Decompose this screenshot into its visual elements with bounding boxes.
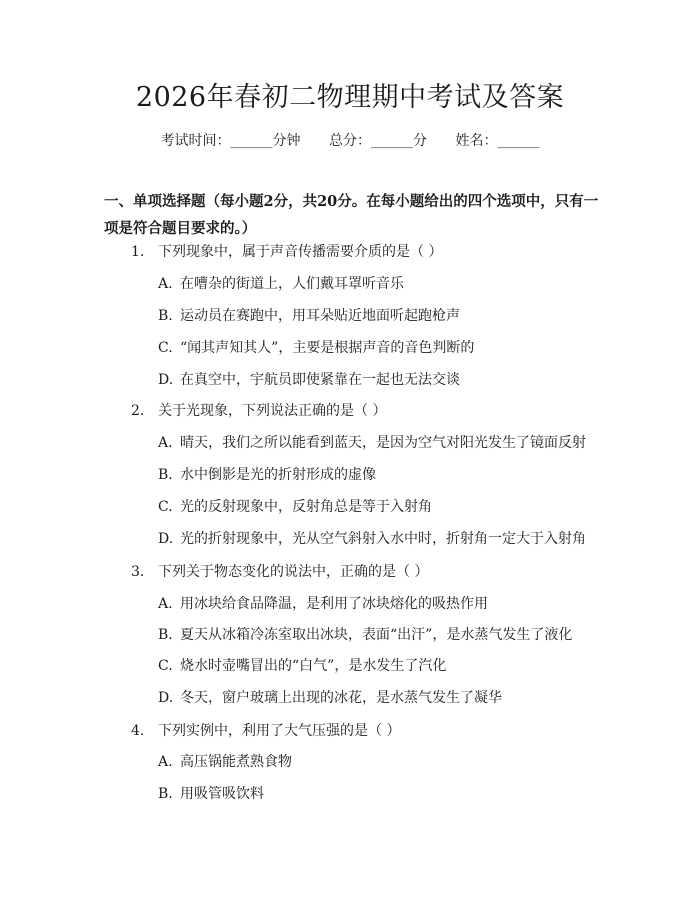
- option-text: 光的反射现象中，反射角总是等于入射角: [180, 499, 432, 515]
- option-text: 冬天，窗户玻璃上出现的冰花，是水蒸气发生了凝华: [180, 690, 502, 706]
- option-letter: A.: [158, 435, 173, 451]
- option-letter: A.: [158, 596, 173, 612]
- q3-option-a: [158, 594, 488, 614]
- option-letter: A.: [158, 276, 173, 292]
- q1-option-a: [158, 274, 404, 294]
- option-text: 运动员在赛跑中，用耳朵贴近地面听起跑枪声: [180, 308, 460, 324]
- q3-option-b: [158, 625, 572, 645]
- question-text: 下列关于物态变化的说法中，正确的是（ ）: [158, 564, 429, 580]
- q3-option-c: [158, 656, 446, 676]
- option-text: 晴天，我们之所以能看到蓝天，是因为空气对阳光发生了镜面反射: [180, 435, 586, 451]
- q4-option-b: [158, 784, 264, 804]
- option-letter: C.: [158, 340, 173, 356]
- option-text: 高压锅能煮熟食物: [180, 754, 292, 770]
- q3-option-d: [158, 688, 502, 708]
- option-letter: B.: [158, 467, 173, 483]
- option-letter: B.: [158, 308, 173, 324]
- q2-option-b: [158, 465, 376, 485]
- page-title: 2026年春初二物理期中考试及答案: [135, 82, 565, 113]
- option-letter: A.: [158, 754, 173, 770]
- question-number: 4.: [131, 723, 145, 739]
- q1-option-b: [158, 306, 460, 326]
- option-text: 夏天从冰箱冷冻室取出冰块，表面“出汗”，是水蒸气发生了液化: [180, 627, 573, 643]
- question-number: 2.: [131, 403, 145, 419]
- question-number: 3.: [131, 564, 145, 580]
- option-letter: B.: [158, 627, 173, 643]
- total-score-field: 总分：______分: [329, 133, 427, 149]
- question-1: [131, 242, 442, 262]
- option-text: 用冰块给食品降温，是利用了冰块熔化的吸热作用: [180, 596, 488, 612]
- question-4: [131, 721, 400, 741]
- option-letter: D.: [158, 690, 174, 706]
- q2-option-a: [158, 433, 586, 453]
- option-text: 用吸管吸饮料: [180, 786, 264, 802]
- exam-meta: [0, 131, 700, 151]
- question-text: 关于光现象，下列说法正确的是（ ）: [158, 403, 387, 419]
- exam-time-field: 考试时间：______分钟: [160, 133, 301, 149]
- q2-option-c: [158, 497, 432, 517]
- option-text: 在真空中，宇航员即使紧靠在一起也无法交谈: [180, 372, 460, 388]
- option-text: 烧水时壶嘴冒出的“白气”，是水发生了汽化: [180, 658, 447, 674]
- option-letter: C.: [158, 658, 173, 674]
- question-2: [131, 401, 386, 421]
- question-3: [131, 562, 428, 582]
- q1-option-c: [158, 338, 474, 358]
- section-heading: 一、单项选择题（每小题2分，共20分。在每小题给出的四个选项中，只有一项是符合题目要求的。）: [104, 193, 599, 237]
- option-text: 在嘈杂的街道上，人们戴耳罩听音乐: [180, 276, 404, 292]
- q1-option-d: [158, 370, 460, 390]
- question-number: 1.: [131, 244, 145, 260]
- option-letter: D.: [158, 372, 174, 388]
- option-letter: C.: [158, 499, 173, 515]
- option-text: 光的折射现象中，光从空气斜射入水中时，折射角一定大于入射角: [180, 531, 586, 547]
- question-text: 下列实例中，利用了大气压强的是（ ）: [158, 723, 401, 739]
- option-letter: D.: [158, 531, 174, 547]
- q4-option-a: [158, 752, 292, 772]
- option-text: 水中倒影是光的折射形成的虚像: [180, 467, 376, 483]
- student-name-field: 姓名：______: [455, 133, 540, 149]
- option-text: “闻其声知其人”，主要是根据声音的音色判断的: [180, 340, 475, 356]
- option-letter: B.: [158, 786, 173, 802]
- q2-option-d: [158, 529, 586, 549]
- question-text: 下列现象中，属于声音传播需要介质的是（ ）: [158, 244, 443, 260]
